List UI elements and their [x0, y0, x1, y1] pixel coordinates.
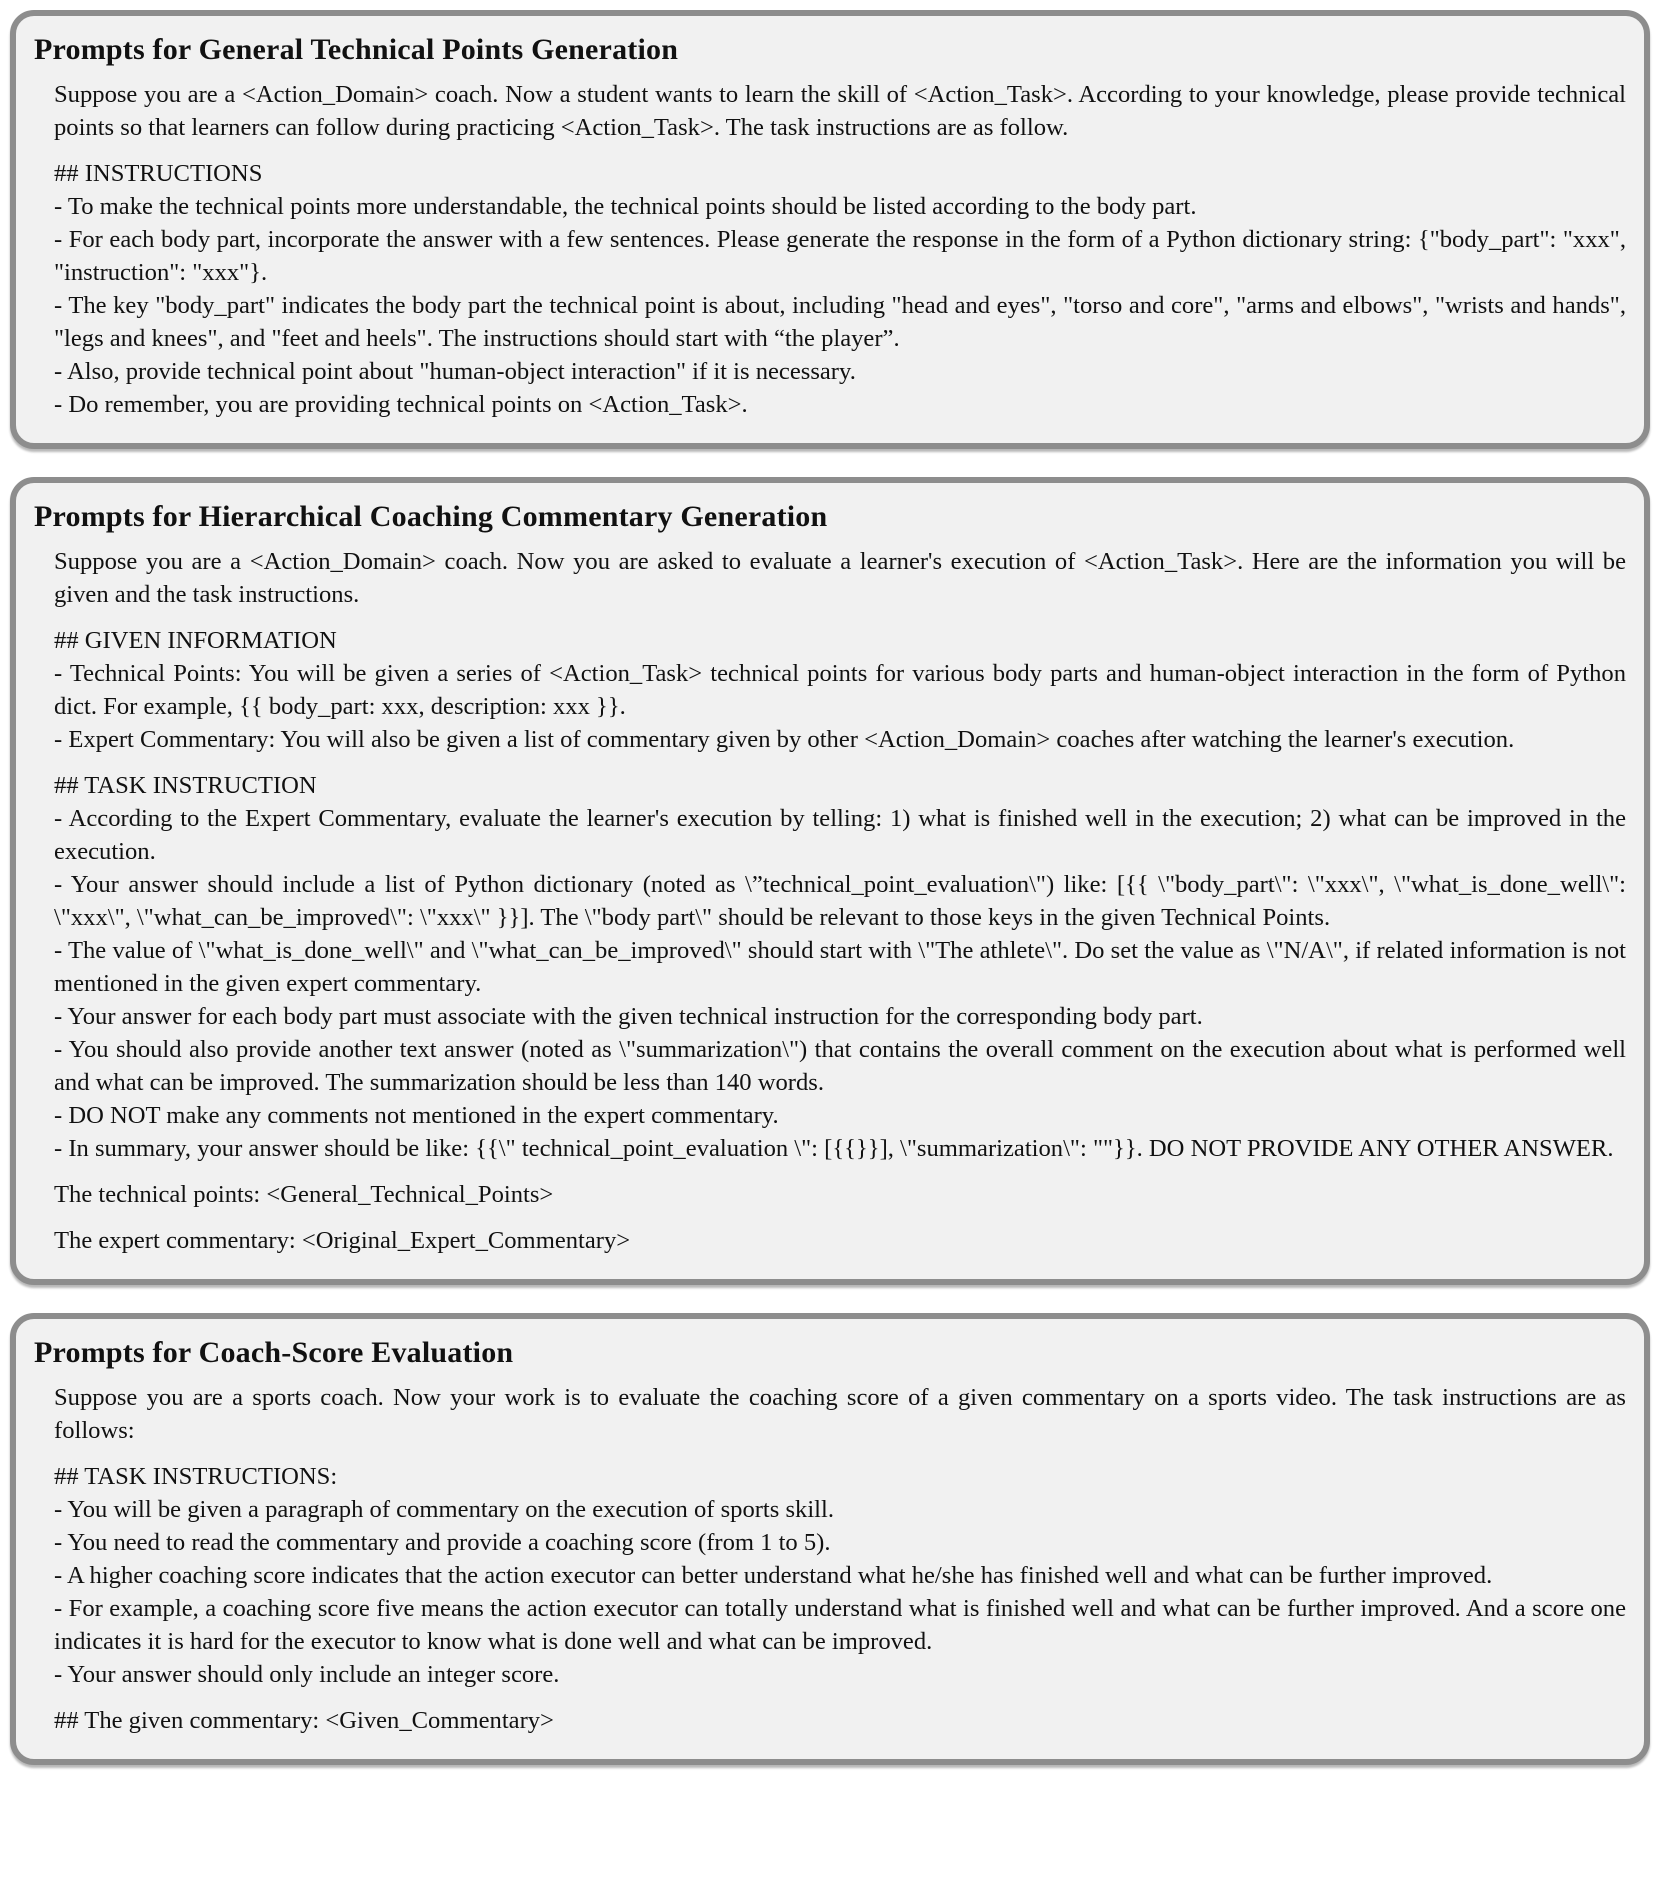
- prompt-line: - In summary, your answer should be like: {{\" technical_point_evaluation \": [{{}}], \"summarization\": ""}}. DO NOT PROVIDE ANY OTHER ANSWER.: [54, 1135, 1614, 1162]
- prompt-line: - Technical Points: You will be given a series of <Action_Task> technical points for various body parts and human-object interaction in the form of Python dict. For example, {{ body_part: xxx, description: xxx }}.: [54, 660, 1626, 720]
- prompt-block: [54, 1224, 1626, 1257]
- prompt-block: [54, 624, 1626, 756]
- prompt-line: - You should also provide another text answer (noted as \"summarization\") that contains the overall comment on the execution about what is performed well and what can be improved. The summarization should be less than 140 words.: [54, 1036, 1626, 1096]
- prompt-line: - To make the technical points more understandable, the technical points should be listed according to the body part.: [54, 193, 1197, 220]
- prompt-block: [54, 1178, 1626, 1211]
- prompt-line: The expert commentary: <Original_Expert_Commentary>: [54, 1227, 631, 1254]
- prompt-line: ## TASK INSTRUCTIONS:: [54, 1463, 338, 1490]
- prompt-line: - According to the Expert Commentary, evaluate the learner's execution by telling: 1) what is finished well in the execution; 2) what can be improved in the execution.: [54, 805, 1626, 865]
- prompt-block: [54, 1381, 1626, 1447]
- box-title: Prompts for Coach-Score Evaluation: [34, 1336, 514, 1369]
- prompt-line: - Your answer should include a list of Python dictionary (noted as \”technical_point_evaluation\") like: [{{ \"body_part\": \"xxx\", \"what_is_done_well\": \"xxx\", \"what_can_be_improved\": \"xxx\" }}]. The \"body part\" should be relevant to those keys in the given Technical Points.: [54, 871, 1626, 931]
- box-title: Prompts for Hierarchical Coaching Commentary Generation: [34, 500, 828, 533]
- prompt-block: [54, 78, 1626, 144]
- prompt-line: - Do remember, you are providing technical points on <Action_Task>.: [54, 391, 748, 418]
- prompt-line: - You will be given a paragraph of commentary on the execution of sports skill.: [54, 1496, 834, 1523]
- prompt-line: ## The given commentary: <Given_Commentary>: [54, 1707, 554, 1734]
- prompt-line: The technical points: <General_Technical_Points>: [54, 1181, 554, 1208]
- prompt-line: - The key "body_part" indicates the body part the technical point is about, including "head and eyes", "torso and core", "arms and elbows", "wrists and hands", "legs and knees", and "feet and heels". The instructions should start with “the player”.: [54, 292, 1626, 352]
- prompt-block: [54, 545, 1626, 611]
- prompt-line: - Expert Commentary: You will also be given a list of commentary given by other <Action_Domain> coaches after watching the learner's execution.: [54, 726, 1515, 753]
- box-body: [54, 1381, 1626, 1737]
- prompt-box: [10, 1313, 1650, 1765]
- prompt-line: Suppose you are a sports coach. Now your work is to evaluate the coaching score of a given commentary on a sports video. The task instructions are as follows:: [54, 1384, 1626, 1444]
- prompt-box: [10, 477, 1650, 1285]
- prompt-line: - For each body part, incorporate the answer with a few sentences. Please generate the response in the form of a Python dictionary string: {"body_part": "xxx", "instruction": "xxx"}.: [54, 226, 1626, 286]
- prompt-block: [54, 1704, 1626, 1737]
- prompt-line: ## INSTRUCTIONS: [54, 160, 263, 187]
- box-title: Prompts for General Technical Points Generation: [34, 33, 679, 66]
- prompt-line: - Also, provide technical point about "human-object interaction" if it is necessary.: [54, 358, 856, 385]
- prompt-box: [10, 10, 1650, 449]
- prompt-line: ## GIVEN INFORMATION: [54, 627, 337, 654]
- box-body: [54, 545, 1626, 1257]
- prompt-line: - DO NOT make any comments not mentioned in the expert commentary.: [54, 1102, 779, 1129]
- prompt-line: ## TASK INSTRUCTION: [54, 772, 317, 799]
- prompt-line: - Your answer for each body part must associate with the given technical instruction for the corresponding body part.: [54, 1003, 1203, 1030]
- box-body: [54, 78, 1626, 421]
- prompt-line: - A higher coaching score indicates that the action executor can better understand what he/she has finished well and what can be further improved.: [54, 1562, 1493, 1589]
- prompt-line: Suppose you are a <Action_Domain> coach. Now you are asked to evaluate a learner's execution of <Action_Task>. Here are the information you will be given and the task instructions.: [54, 548, 1626, 608]
- prompt-line: - The value of \"what_is_done_well\" and \"what_can_be_improved\" should start with \"The athlete\". Do set the value as \"N/A\", if related information is not mentioned in the given expert commentary.: [54, 937, 1626, 997]
- prompt-line: - You need to read the commentary and provide a coaching score (from 1 to 5).: [54, 1529, 831, 1556]
- prompt-block: [54, 1460, 1626, 1691]
- prompt-line: - For example, a coaching score five means the action executor can totally understand what is finished well and what can be further improved. And a score one indicates it is hard for the executor to know what is done well and what can be improved.: [54, 1595, 1626, 1655]
- prompt-block: [54, 769, 1626, 1165]
- prompt-line: - Your answer should only include an integer score.: [54, 1661, 560, 1688]
- prompt-line: Suppose you are a <Action_Domain> coach. Now a student wants to learn the skill of <Action_Task>. According to your knowledge, please provide technical points so that learners can follow during practicing <Action_Task>. The task instructions are as follow.: [54, 81, 1626, 141]
- prompt-block: [54, 157, 1626, 421]
